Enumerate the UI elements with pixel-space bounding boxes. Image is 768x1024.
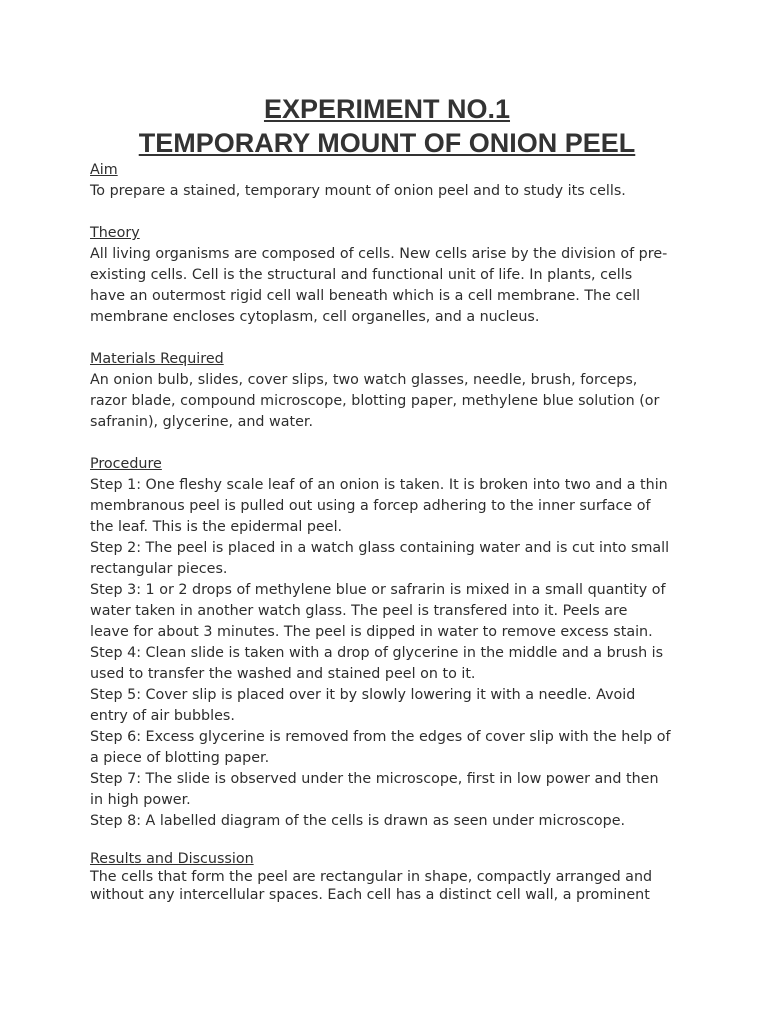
results-line: without any intercellular spaces. Each cell has a distinct cell wall, a prominent: [90, 887, 650, 903]
results-section: [90, 850, 690, 904]
procedure-line: Step 1: One fleshy scale leaf of an onion is taken. It is broken into two and a thin: [90, 477, 668, 493]
procedure-line: Step 2: The peel is placed in a watch glass containing water and is cut into small: [90, 540, 670, 556]
results-line: The cells that form the peel are rectangular in shape, compactly arranged and: [90, 869, 653, 885]
procedure-line: the leaf. This is the epidermal peel.: [90, 519, 343, 535]
document-page: [90, 92, 690, 904]
procedure-line: membranous peel is pulled out using a forcep adhering to the inner surface of: [90, 498, 651, 514]
procedure-line: Step 6: Excess glycerine is removed from the edges of cover slip with the help of: [90, 729, 671, 745]
theory-line: existing cells. Cell is the structural and functional unit of life. In plants, cells: [90, 267, 633, 283]
theory-section: [90, 223, 690, 328]
procedure-line: a piece of blotting paper.: [90, 750, 270, 766]
procedure-line: entry of air bubbles.: [90, 708, 235, 724]
title-line-1: EXPERIMENT NO.1: [263, 94, 511, 124]
procedure-line: used to transfer the washed and stained peel on to it.: [90, 666, 476, 682]
title-line-2: TEMPORARY MOUNT OF ONION PEEL: [138, 128, 636, 158]
materials-line: safranin), glycerine, and water.: [90, 414, 314, 430]
procedure-heading: Procedure: [90, 456, 162, 472]
materials-line: An onion bulb, slides, cover slips, two watch glasses, needle, brush, forceps,: [90, 372, 638, 388]
aim-text: To prepare a stained, temporary mount of onion peel and to study its cells.: [90, 183, 626, 199]
materials-line: razor blade, compound microscope, blotting paper, methylene blue solution (or: [90, 393, 660, 409]
theory-heading: Theory: [90, 225, 140, 241]
aim-heading: Aim: [90, 162, 118, 178]
procedure-line: in high power.: [90, 792, 191, 808]
procedure-line: rectangular pieces.: [90, 561, 228, 577]
results-heading: Results and Discussion: [90, 851, 254, 867]
theory-line: membrane encloses cytoplasm, cell organelles, and a nucleus.: [90, 309, 540, 325]
procedure-line: Step 5: Cover slip is placed over it by slowly lowering it with a needle. Avoid: [90, 687, 636, 703]
procedure-section: [90, 454, 690, 832]
materials-heading: Materials Required: [90, 351, 224, 367]
procedure-line: Step 7: The slide is observed under the microscope, first in low power and then: [90, 771, 659, 787]
procedure-line: Step 8: A labelled diagram of the cells is drawn as seen under microscope.: [90, 813, 626, 829]
theory-line: All living organisms are composed of cells. New cells arise by the division of pre-: [90, 246, 668, 262]
procedure-line: Step 4: Clean slide is taken with a drop of glycerine in the middle and a brush is: [90, 645, 664, 661]
theory-line: have an outermost rigid cell wall beneath which is a cell membrane. The cell: [90, 288, 641, 304]
materials-section: [90, 349, 690, 433]
aim-section: [90, 160, 690, 202]
procedure-line: leave for about 3 minutes. The peel is dipped in water to remove excess stain.: [90, 624, 653, 640]
procedure-line: water taken in another watch glass. The peel is transfered into it. Peels are: [90, 603, 628, 619]
procedure-line: Step 3: 1 or 2 drops of methylene blue or safrarin is mixed in a small quantity of: [90, 582, 666, 598]
